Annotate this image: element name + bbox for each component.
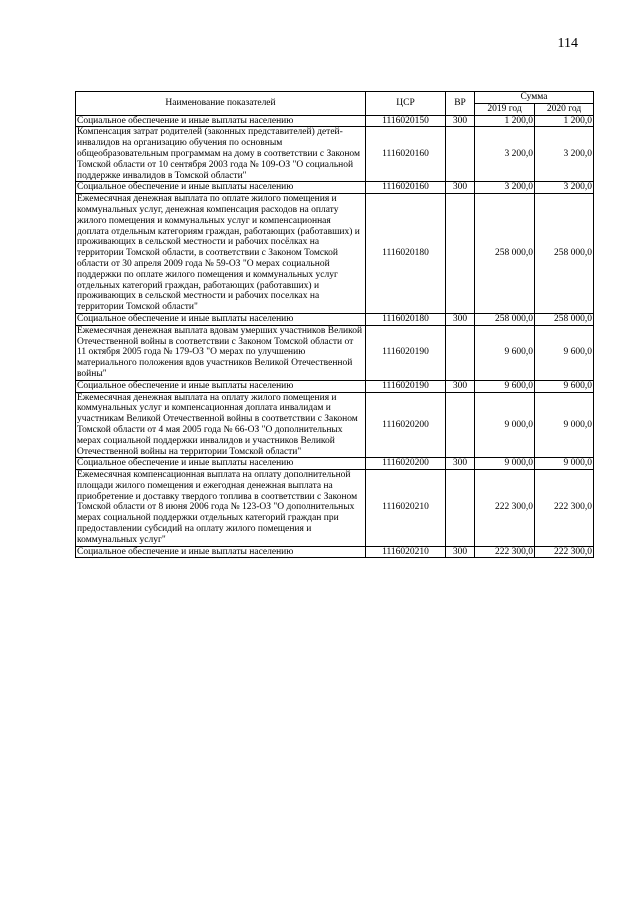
table-row	[76, 115, 594, 127]
table-row	[76, 458, 594, 470]
row-name: Социальное обеспечение и иные выплаты населению	[76, 313, 366, 325]
row-code: 1116020180	[366, 313, 446, 325]
row-sum-2020: 222 300,0	[535, 546, 594, 558]
row-vr: 300	[446, 182, 475, 194]
row-code: 1116020210	[366, 470, 446, 547]
row-sum-2020: 9 600,0	[535, 380, 594, 392]
row-code: 1116020190	[366, 325, 446, 380]
header-name: Наименование показателей	[76, 92, 366, 116]
row-sum-2019: 9 000,0	[475, 392, 535, 458]
row-code: 1116020190	[366, 380, 446, 392]
row-sum-2020: 1 200,0	[535, 115, 594, 127]
table-row	[76, 470, 594, 547]
row-sum-2020: 258 000,0	[535, 313, 594, 325]
row-code: 1116020200	[366, 458, 446, 470]
row-code: 1116020200	[366, 392, 446, 458]
row-vr: 300	[446, 115, 475, 127]
row-vr: 300	[446, 313, 475, 325]
table-row	[76, 313, 594, 325]
row-vr	[446, 470, 475, 547]
row-sum-2019: 3 200,0	[475, 182, 535, 194]
row-vr: 300	[446, 458, 475, 470]
table-row	[76, 194, 594, 314]
row-sum-2019: 9 600,0	[475, 380, 535, 392]
table-body	[76, 115, 594, 558]
row-sum-2019: 222 300,0	[475, 470, 535, 547]
row-name: Компенсация затрат родителей (законных представителей) детей-инвалидов на организацию обучения по основным общеобразовательным программам на дому в соответствии с Законом Томской области от 10 сентября 2003 года № 109-ОЗ "О социальной поддержке инвалидов в Томской области"	[76, 127, 366, 182]
table-header	[76, 92, 594, 116]
row-name: Ежемесячная денежная выплата вдовам умерших участников Великой Отечественной войны в соответствии с Законом Томской области от 11 октября 2005 года № 179-ОЗ "О мерах по улучшению материального положения вдов участников Великой Отечественной войны"	[76, 325, 366, 380]
row-name: Ежемесячная компенсационная выплата на оплату дополнительной площади жилого помещения и ежегодная денежная выплата на приобретение и доставку твердого топлива в соответствии с Законом Томской области от 8 июня 2006 года № 123-ОЗ "О дополнительных мерах социальной поддержки отдельных категорий граждан при предоставлении субсидий на оплату жилого помещения и коммунальных услуг"	[76, 470, 366, 547]
row-vr	[446, 325, 475, 380]
header-vr: ВР	[446, 92, 475, 116]
table-row	[76, 325, 594, 380]
row-vr	[446, 392, 475, 458]
table-row	[76, 392, 594, 458]
row-code: 1116020210	[366, 546, 446, 558]
row-name: Социальное обеспечение и иные выплаты населению	[76, 458, 366, 470]
budget-table	[75, 91, 594, 558]
row-sum-2020: 258 000,0	[535, 194, 594, 314]
header-sum: Сумма	[475, 92, 594, 104]
row-sum-2019: 258 000,0	[475, 313, 535, 325]
table-row	[76, 127, 594, 182]
row-sum-2019: 9 600,0	[475, 325, 535, 380]
row-sum-2020: 9 600,0	[535, 325, 594, 380]
row-sum-2020: 222 300,0	[535, 470, 594, 547]
row-sum-2019: 1 200,0	[475, 115, 535, 127]
table-row	[76, 380, 594, 392]
row-vr	[446, 127, 475, 182]
row-name: Ежемесячная денежная выплата по оплате жилого помещения и коммунальных услуг, денежная компенсация расходов на оплату жилого помещения и коммунальных услуг и компенсационная доплата отдельным категориям граждан, работающих (работавших) и проживающих в сельской местности и рабочих посёлках на территории Томской области, в соответствии с Законом Томской области от 30 апреля 2009 года № 59-ОЗ "О мерах социальной поддержки по оплате жилого помещения и коммунальных услуг отдельных категорий граждан, работающих (работавших) и проживающих в сельской местности и рабочих поселках на территории Томской области"	[76, 194, 366, 314]
row-code: 1116020160	[366, 182, 446, 194]
row-name: Социальное обеспечение и иные выплаты населению	[76, 546, 366, 558]
row-sum-2020: 9 000,0	[535, 392, 594, 458]
row-code: 1116020160	[366, 127, 446, 182]
header-year-2019: 2019 год	[475, 103, 535, 115]
row-sum-2019: 258 000,0	[475, 194, 535, 314]
row-sum-2020: 3 200,0	[535, 182, 594, 194]
row-name: Ежемесячная денежная выплата на оплату жилого помещения и коммунальных услуг и компенсационная доплата инвалидам и участникам Великой Отечественной войны в соответствии с Законом Томской области от 4 мая 2005 года № 66-ОЗ "О дополнительных мерах социальной поддержки инвалидов и участников Великой Отечественной войны на территории Томской области"	[76, 392, 366, 458]
row-code: 1116020180	[366, 194, 446, 314]
row-name: Социальное обеспечение и иные выплаты населению	[76, 182, 366, 194]
row-vr	[446, 194, 475, 314]
table-row	[76, 182, 594, 194]
row-vr: 300	[446, 546, 475, 558]
row-code: 1116020150	[366, 115, 446, 127]
row-sum-2020: 9 000,0	[535, 458, 594, 470]
row-name: Социальное обеспечение и иные выплаты населению	[76, 115, 366, 127]
row-name: Социальное обеспечение и иные выплаты населению	[76, 380, 366, 392]
row-sum-2019: 9 000,0	[475, 458, 535, 470]
header-year-2020: 2020 год	[535, 103, 594, 115]
row-sum-2019: 3 200,0	[475, 127, 535, 182]
header-code: ЦСР	[366, 92, 446, 116]
row-vr: 300	[446, 380, 475, 392]
row-sum-2020: 3 200,0	[535, 127, 594, 182]
row-sum-2019: 222 300,0	[475, 546, 535, 558]
table-row	[76, 546, 594, 558]
page-number: 114	[557, 36, 578, 51]
